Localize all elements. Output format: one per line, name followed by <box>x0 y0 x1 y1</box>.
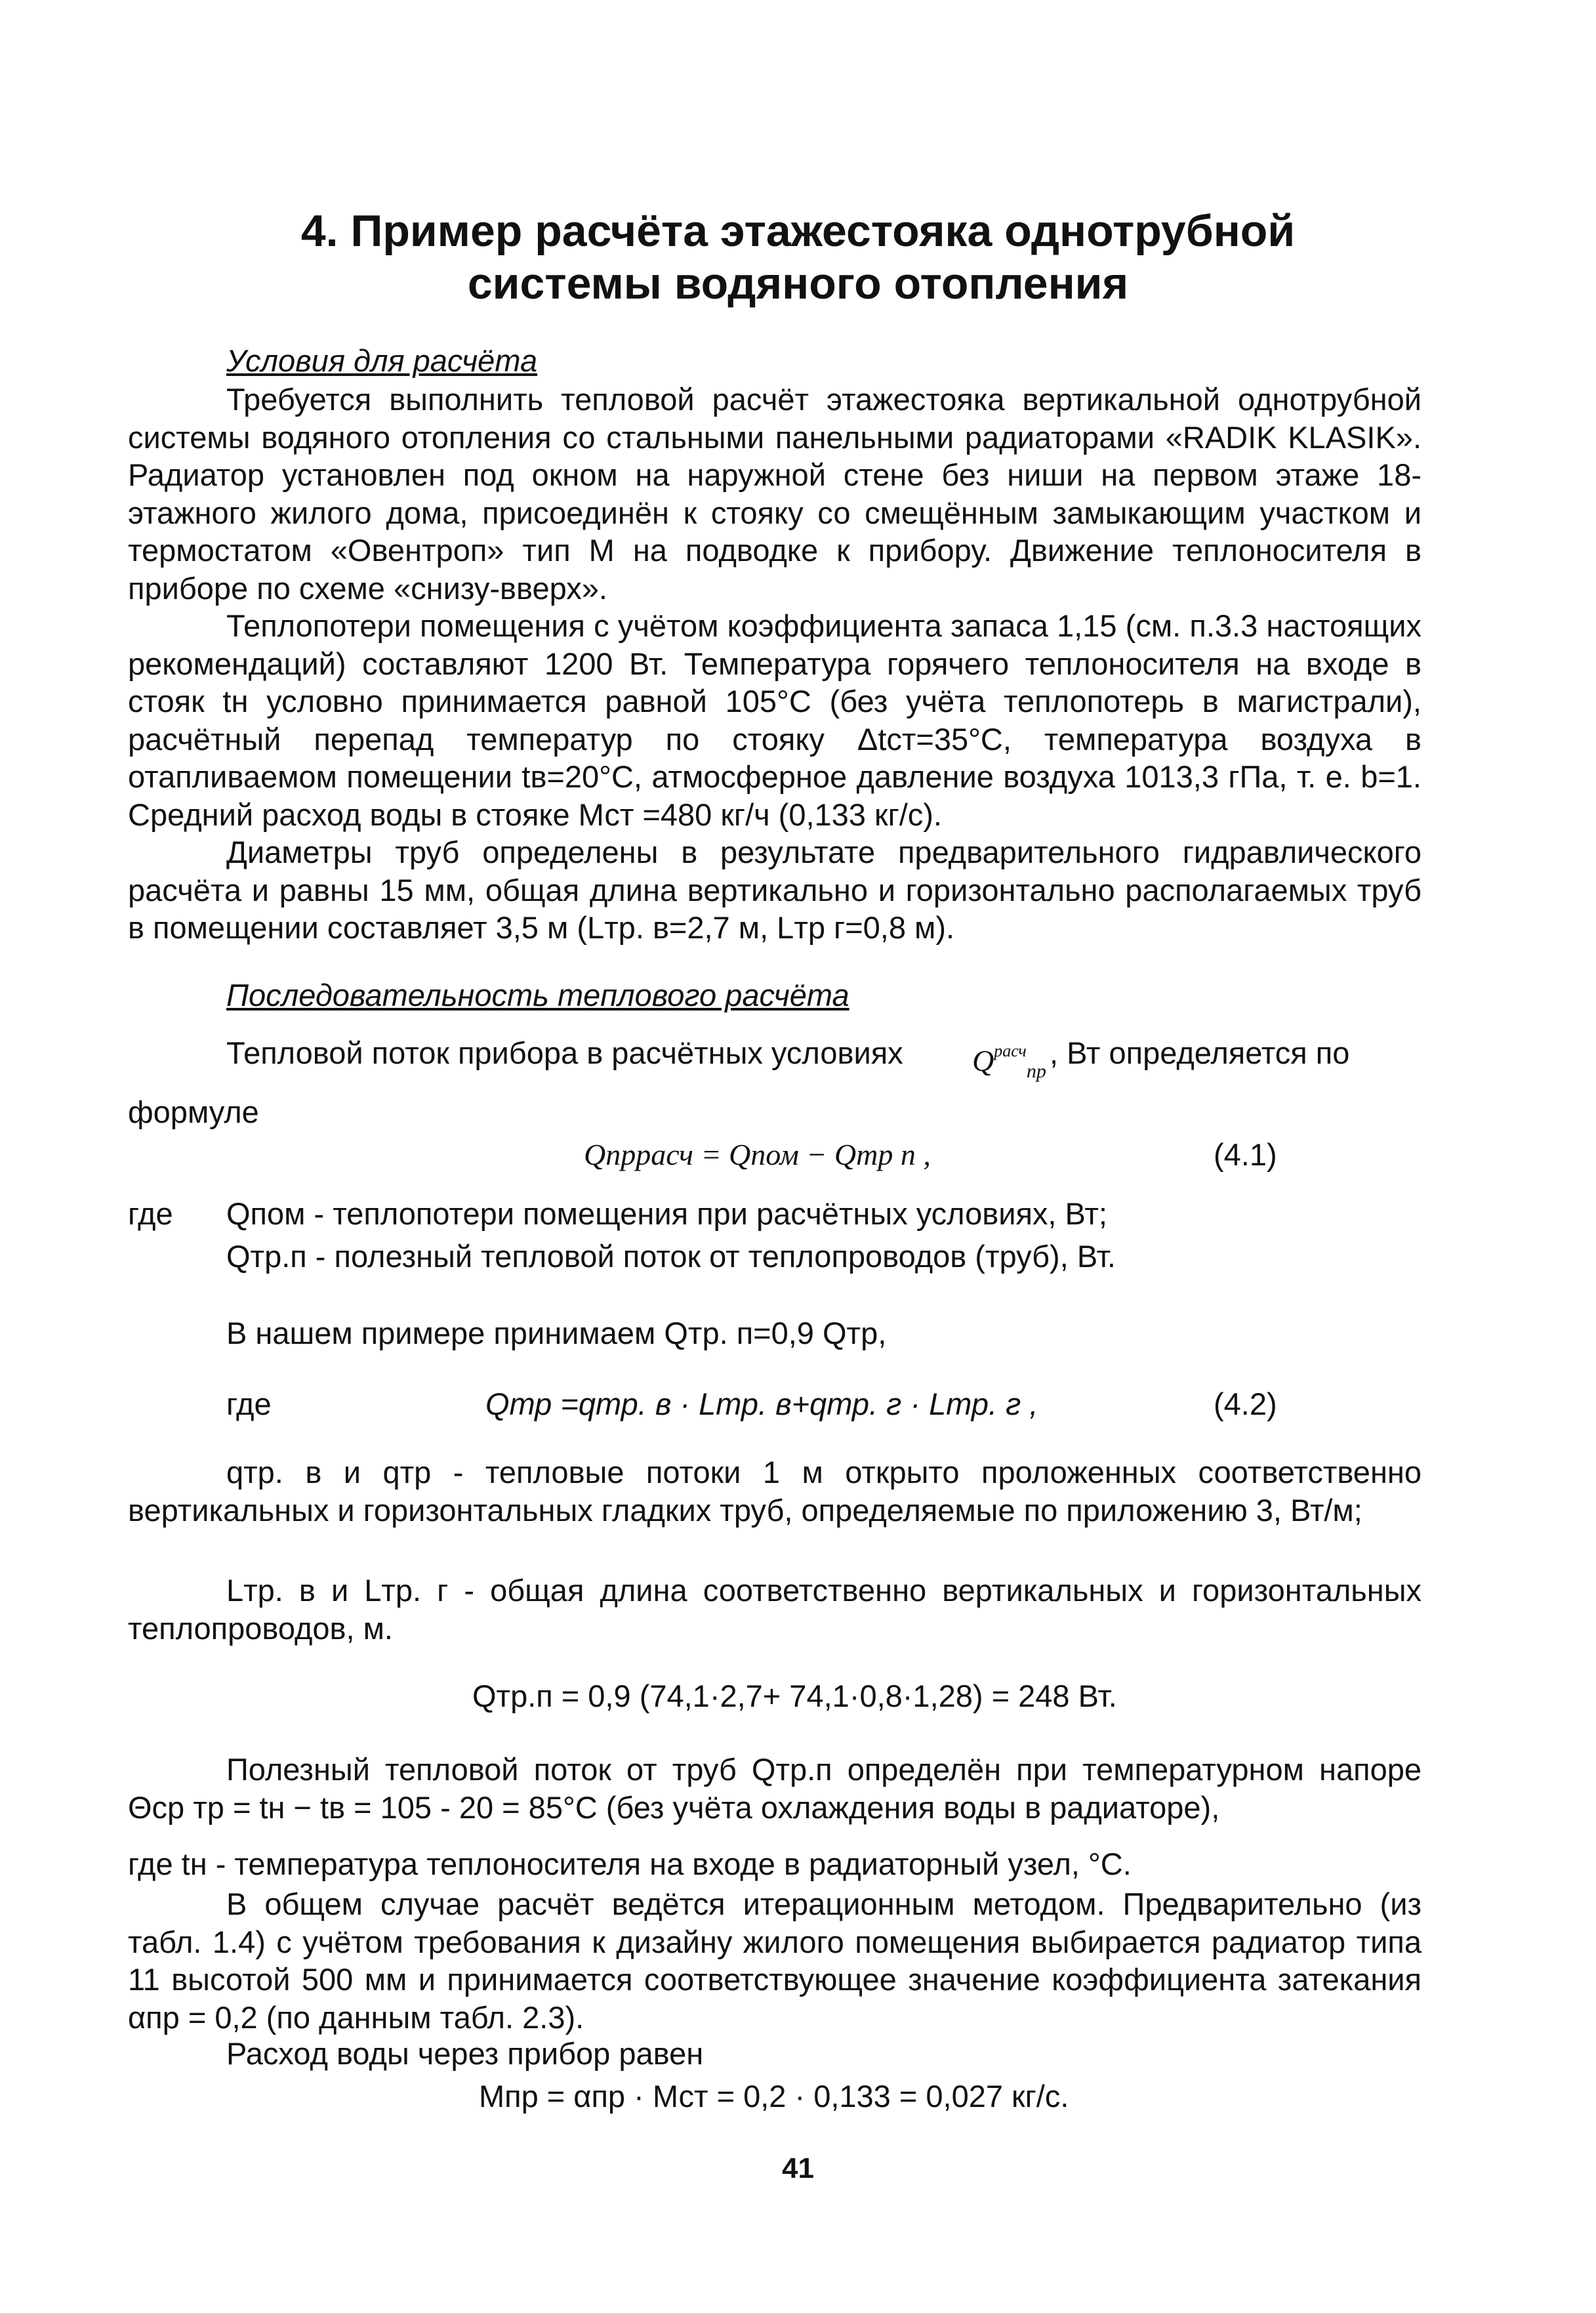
definition-q-trp: Qтр.п - полезный тепловой поток от теплопроводов (труб), Вт. <box>226 1239 1116 1274</box>
where-label: где <box>128 1196 173 1231</box>
flow-rate-calculation: Мпр = αпр · Мст = 0,2 · 0,133 = 0,027 кг/с. <box>479 2079 1069 2114</box>
page-title-line-2: системы водяного отопления <box>467 259 1129 308</box>
flow-rate-line: Расход воды через прибор равен <box>226 2036 704 2071</box>
calculation-q-trp: Qтр.п = 0,9 (74,1·2,7+ 74,1·0,8·1,28) = 248 Вт. <box>472 1678 1117 1713</box>
definition-l-tubes: Lтр. в и Lтр. г - общая длина соответственно вертикальных и горизонтальных теплопроводов, м. <box>128 1573 1422 1646</box>
page-title-line-1: 4. Пример расчёта этажестояка однотрубной <box>300 206 1296 256</box>
equation-4-1: Qпррасч = Qпом − Qтр п , <box>584 1138 931 1171</box>
useful-flow-paragraph: Полезный тепловой поток от труб Qтр.п определён при температурном напоре Θср тр = tн − tв = 105 - 20 = 85°С (без учёта охлаждения воды в радиаторе), <box>128 1752 1422 1825</box>
intro-text-left: Тепловой поток прибора в расчётных условиях <box>226 1035 903 1070</box>
intro-text-right: , Вт определяется по <box>1050 1035 1350 1070</box>
general-case-paragraph: В общем случае расчёт ведётся итерационным методом. Предварительно (из табл. 1.4) с учётом требования к дизайну жилого помещения выбирается радиатор типа 11 высотой 500 мм и принимается соответствующее значение коэффициента затекания αпр = 0,2 (по данным табл. 2.3). <box>128 1886 1422 2035</box>
conditions-paragraph-1: Требуется выполнить тепловой расчёт этажестояка вертикальной однотрубной системы водяного отопления со стальными панельными радиаторами «RADIK KLASIK». Радиатор установлен под окном на наружной стене без ниши на первом этаже 18-этажного жилого дома, присоединён к стояку со смещённым замыкающим участком и термостатом «Овентроп» тип М на подводке к прибору. Движение теплоносителя в приборе по схеме «снизу-вверх». <box>128 382 1422 606</box>
example-line: В нашем примере принимаем Qтр. п=0,9 Qтр, <box>226 1316 887 1350</box>
where-label-2: где <box>226 1386 272 1421</box>
definition-q-pom: Qпом - теплопотери помещения при расчётных условиях, Вт; <box>226 1196 1107 1231</box>
equation-4-2-number: (4.2) <box>1214 1386 1277 1421</box>
sequence-heading: Последовательность теплового расчёта <box>226 978 849 1012</box>
conditions-paragraph-3: Диаметры труб определены в результате предварительного гидравлического расчёта и равны 15 мм, общая длина вертикально и горизонтально располагаемых труб в помещении составляет 3,5 м (Lтр. в=2,7 м, Lтр г=0,8 м). <box>128 835 1422 945</box>
equation-4-1-number: (4.1) <box>1214 1137 1277 1172</box>
page-number: 41 <box>782 2152 814 2184</box>
intro-text-continued: формуле <box>128 1094 259 1129</box>
conditions-paragraph-2: Теплопотери помещения с учётом коэффициента запаса 1,15 (см. п.3.3 настоящих рекомендаций) составляют 1200 Вт. Температура горячего теплоносителя на входе в стояк tн условно принимается равной 105°С (без учёта теплопотерь в магистрали), расчётный перепад температур по стояку Δtст=35°С, температура воздуха в отапливаемом помещении tв=20°С, атмосферное давление воздуха 1013,3 гПа, т. е. b=1. Средний расход воды в стояке Мст =480 кг/ч (0,133 кг/с). <box>128 608 1422 832</box>
q-calc-symbol: $Q^{расч}_{пр}$ <box>972 1041 1046 1082</box>
conditions-heading: Условия для расчёта <box>226 343 538 378</box>
equation-4-2: Qтр =qтр. в · Lтр. в+qтр. г · Lтр. г , <box>485 1386 1038 1421</box>
definition-q-tubes: qтр. в и qтр - тепловые потоки 1 м открыто проложенных соответственно вертикальных и горизонтальных гладких труб, определяемые по приложению 3, Вт/м; <box>128 1455 1422 1528</box>
useful-flow-note: где tн - температура теплоносителя на входе в радиаторный узел, °С. <box>128 1846 1132 1881</box>
